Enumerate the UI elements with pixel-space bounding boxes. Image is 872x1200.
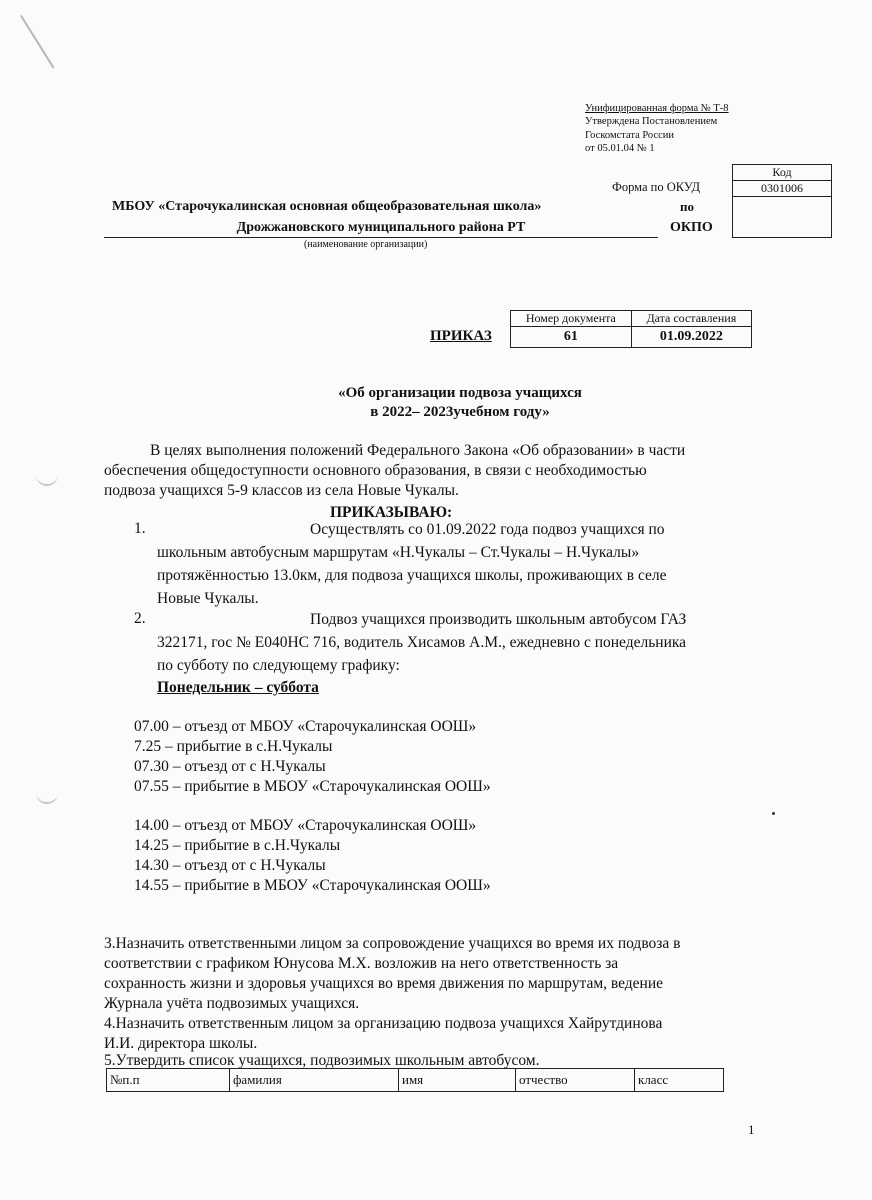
document-title: ПРИКАЗ <box>430 328 492 344</box>
schedule-entry: 07.00 – отъезд от МБОУ «Старочукалинская ООШ» <box>134 718 477 735</box>
item1-line: Новые Чукалы. <box>157 590 259 607</box>
okud-code-value: 0301006 <box>733 181 832 197</box>
po-label: по <box>680 199 694 214</box>
document-info-table <box>510 310 752 348</box>
form-approval-note <box>585 102 729 156</box>
code-table <box>732 164 832 238</box>
table-header-row <box>107 1069 724 1092</box>
punch-hole-mark <box>36 792 58 804</box>
item1-line: школьным автобусным маршрутам «Н.Чукалы – Ст.Чукалы – Н.Чукалы» <box>157 544 640 561</box>
preamble-line: подвоза учащихся 5-9 классов из села Новые Чукалы. <box>104 482 459 499</box>
okud-label: Форма по ОКУД <box>612 180 700 194</box>
item3-line: Журнала учёта подвозимых учащихся. <box>104 995 360 1012</box>
schedule-heading: Понедельник – суббота <box>157 679 319 696</box>
item2-line: 322171, гос № Е040НС 716, водитель Хисамов А.М., ежедневно с понедельника <box>157 634 687 651</box>
schedule-entry: 07.30 – отъезд от с Н.Чукалы <box>134 758 326 775</box>
item2-line: по субботу по следующему графику: <box>157 657 400 674</box>
schedule-entry: 14.55 – прибытие в МБОУ «Старочукалинская ООШ» <box>134 877 491 894</box>
scan-speck <box>772 812 775 815</box>
code-header: Код <box>733 165 832 181</box>
item1-line: Осуществлять со 01.09.2022 года подвоз учащихся по <box>310 521 665 538</box>
item3-line: соответствии с графиком Юнусова М.Х. возложив на него ответственность за <box>104 955 619 972</box>
preamble-line: обеспечения общедоступности основного образования, в связи с необходимостью <box>104 462 647 479</box>
document-date-header: Дата составления <box>631 311 751 327</box>
column-header: отчество <box>516 1069 635 1092</box>
form-note-line: от 05.01.04 № 1 <box>585 143 655 155</box>
form-note-line: Унифицированная форма № Т-8 <box>585 103 729 114</box>
subject-line: в 2022– 2023учебном году» <box>370 404 550 420</box>
subject-line: «Об организации подвоза учащихся <box>338 385 582 401</box>
preamble-line: В целях выполнения положений Федерального Закона «Об образовании» в части <box>150 442 686 459</box>
organization-name-line2: Дрожжановского муниципального района РТ <box>104 220 658 238</box>
schedule-entry: 07.55 – прибытие в МБОУ «Старочукалинская ООШ» <box>134 778 491 795</box>
item-number: 1. <box>134 520 146 537</box>
schedule-entry: 7.25 – прибытие в с.Н.Чукалы <box>134 738 333 755</box>
order-subject <box>180 384 740 422</box>
punch-hole-mark <box>36 474 58 486</box>
scan-artifact-line <box>20 15 55 69</box>
item3-line: сохранность жизни и здоровья учащихся во время движения по маршрутам, ведение <box>104 975 664 992</box>
okpo-label: ОКПО <box>670 220 713 235</box>
item4-line: 4.Назначить ответственным лицом за организацию подвоза учащихся Хайрутдинова <box>104 1015 663 1032</box>
item1-line: протяжённостью 13.0км, для подвоза учащихся школы, проживающих в селе <box>157 567 667 584</box>
students-table <box>106 1068 724 1092</box>
item3-line: 3.Назначить ответственными лицом за сопровождение учащихся во время их подвоза в <box>104 935 681 952</box>
schedule-entry: 14.30 – отъезд от с Н.Чукалы <box>134 857 326 874</box>
document-number: 61 <box>511 327 632 348</box>
schedule-entry: 14.25 – прибытие в с.Н.Чукалы <box>134 837 341 854</box>
column-header: №п.п <box>107 1069 230 1092</box>
organization-name-line1: МБОУ «Старочукалинская основная общеобразовательная школа» <box>112 199 542 214</box>
form-note-line: Утверждена Постановлением <box>585 116 718 128</box>
orders-heading: ПРИКАЗЫВАЮ: <box>330 504 453 521</box>
okpo-code-value <box>733 197 832 238</box>
item4-line: И.И. директора школы. <box>104 1035 258 1052</box>
column-header: класс <box>635 1069 724 1092</box>
document-date: 01.09.2022 <box>631 327 751 348</box>
document-number-header: Номер документа <box>511 311 632 327</box>
column-header: имя <box>399 1069 516 1092</box>
column-header: фамилия <box>230 1069 399 1092</box>
organization-caption: (наименование организации) <box>304 239 428 250</box>
item2-line: Подвоз учащихся производить школьным автобусом ГАЗ <box>310 611 687 628</box>
item5-line: 5.Утвердить список учащихся, подвозимых школьным автобусом. <box>104 1052 540 1069</box>
page-number: 1 <box>748 1122 755 1137</box>
schedule-entry: 14.00 – отъезд от МБОУ «Старочукалинская ООШ» <box>134 817 477 834</box>
item-number: 2. <box>134 610 146 627</box>
form-note-line: Госкомстата России <box>585 129 674 141</box>
